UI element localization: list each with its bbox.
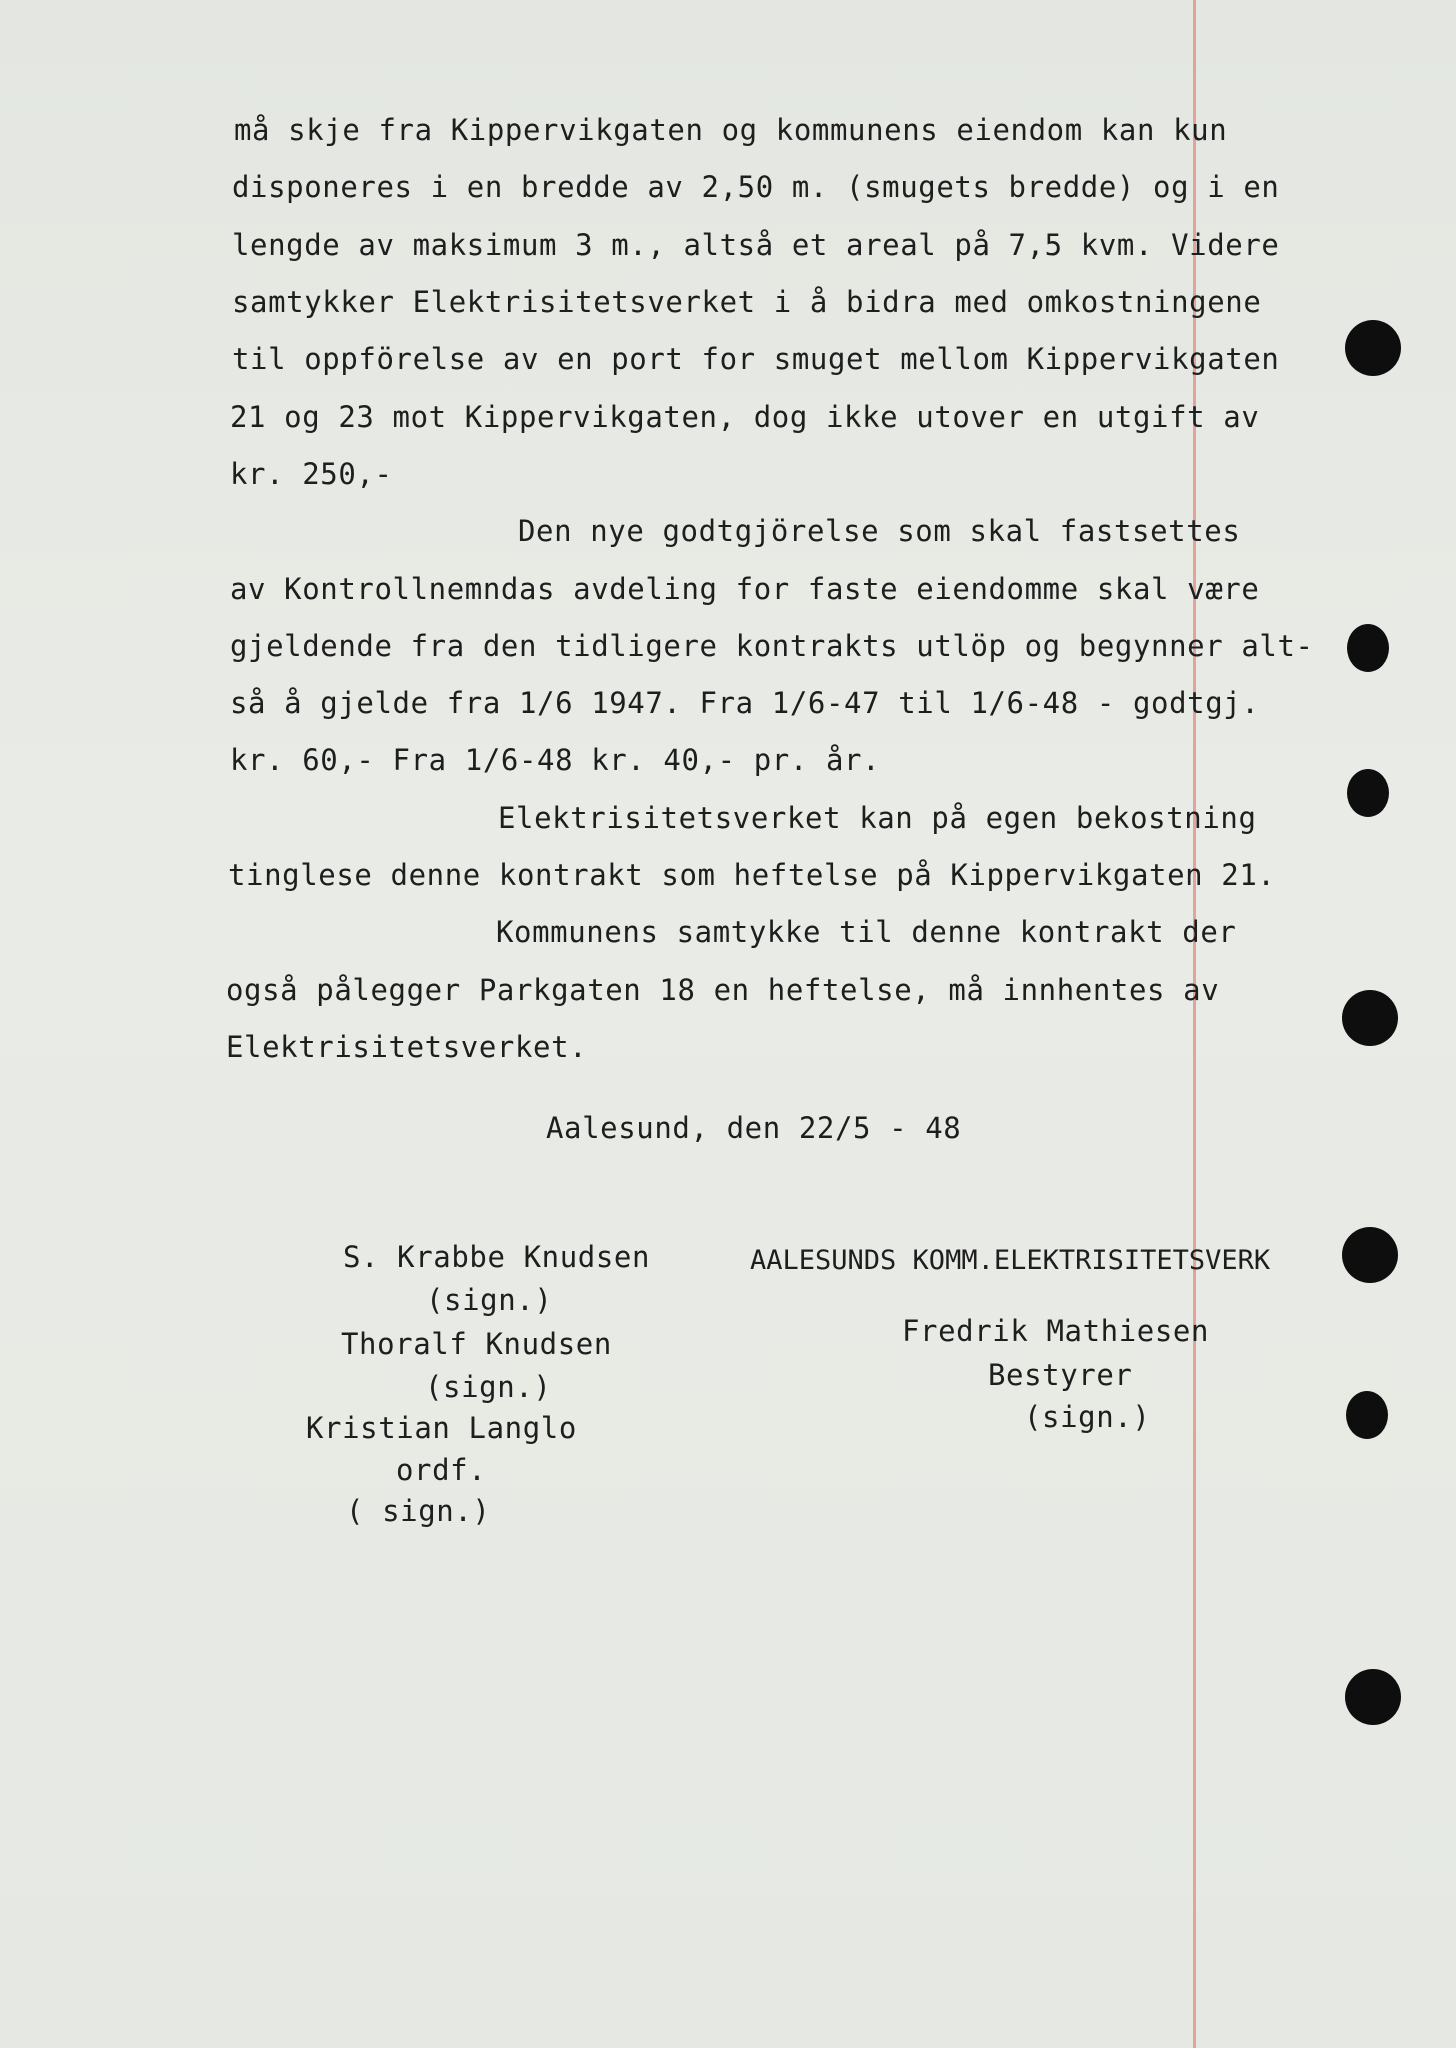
organization-name: AALESUNDS KOMM.ELEKTRISITETSVERK [750, 1245, 1271, 1276]
punch-hole-5 [1342, 1227, 1398, 1283]
punch-hole-7 [1345, 1669, 1401, 1725]
body-line-13: Elektrisitetsverket kan på egen bekostning [498, 801, 1257, 835]
body-line-16: også pålegger Parkgaten 18 en heftelse, må innhentes av [226, 973, 1220, 1007]
signatory-sign-3: ( sign.) [346, 1494, 491, 1528]
body-line-11: så å gjelde fra 1/6 1947. Fra 1/6-47 til 1/6-48 - godtgj. [230, 686, 1260, 720]
signatory-title-4: Bestyrer [988, 1358, 1133, 1392]
body-line-4: samtykker Elektrisitetsverket i å bidra med omkostningene [232, 285, 1262, 319]
body-line-2: disponeres i en bredde av 2,50 m. (smugets bredde) og i en [232, 170, 1280, 204]
body-line-6: 21 og 23 mot Kippervikgaten, dog ikke utover en utgift av [230, 400, 1260, 434]
signatory-sign-1: (sign.) [426, 1283, 553, 1317]
punch-hole-2 [1347, 624, 1389, 672]
body-line-8: Den nye godtgjörelse som skal fastsettes [518, 514, 1241, 548]
signatory-name-4: Fredrik Mathiesen [902, 1314, 1210, 1348]
punch-hole-4 [1342, 990, 1398, 1046]
signatory-sign-4: (sign.) [1024, 1400, 1151, 1434]
body-line-3: lengde av maksimum 3 m., altså et areal på 7,5 kvm. Videre [232, 228, 1280, 262]
body-line-15: Kommunens samtykke til denne kontrakt der [496, 915, 1237, 949]
signatory-sign-2: (sign.) [425, 1370, 552, 1404]
signatory-name-1: S. Krabbe Knudsen [343, 1240, 651, 1274]
body-line-12: kr. 60,- Fra 1/6-48 kr. 40,- pr. år. [230, 743, 881, 777]
body-line-7: kr. 250,- [230, 457, 393, 491]
signatory-name-3: Kristian Langlo [306, 1411, 577, 1445]
body-line-10: gjeldende fra den tidligere kontrakts utlöp og begynner alt- [230, 629, 1314, 663]
signatory-title-3: ordf. [396, 1453, 487, 1487]
body-line-17: Elektrisitetsverket. [226, 1030, 588, 1064]
signatory-name-2: Thoralf Knudsen [341, 1327, 612, 1361]
punch-hole-1 [1345, 320, 1401, 376]
body-line-1: må skje fra Kippervikgaten og kommunens eiendom kan kun [234, 113, 1228, 147]
body-line-14: tinglese denne kontrakt som heftelse på Kippervikgaten 21. [228, 858, 1276, 892]
punch-hole-6 [1346, 1391, 1388, 1439]
place-date: Aalesund, den 22/5 - 48 [546, 1111, 962, 1145]
punch-hole-3 [1347, 769, 1389, 817]
body-line-9: av Kontrollnemndas avdeling for faste eiendomme skal være [230, 572, 1260, 606]
body-line-5: til oppförelse av en port for smuget mellom Kippervikgaten [232, 342, 1280, 376]
